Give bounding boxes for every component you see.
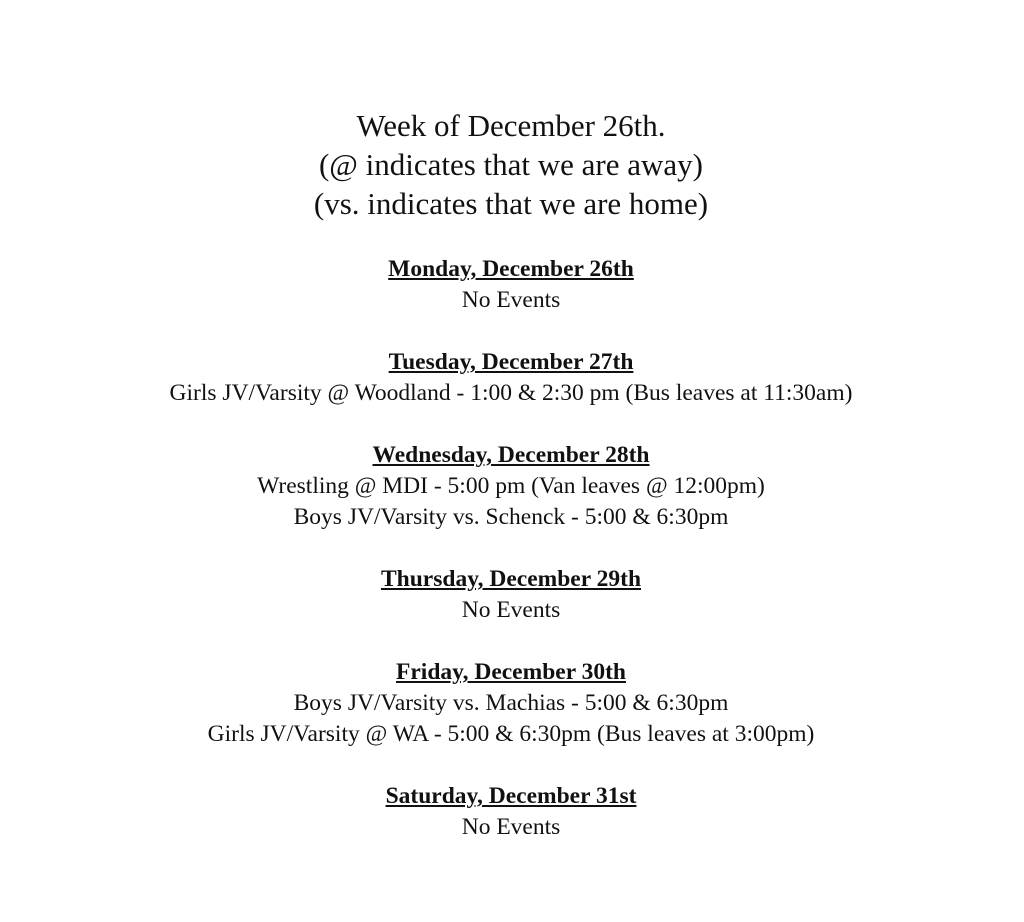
day-monday — [0, 254, 1022, 316]
day-heading: Saturday, December 31st — [385, 783, 637, 809]
event-line: Girls JV/Varsity @ WA - 5:00 & 6:30pm (Bus leaves at 3:00pm) — [207, 721, 815, 747]
day-saturday — [0, 781, 1022, 843]
day-heading: Wednesday, December 28th — [372, 442, 650, 468]
event-line: Wrestling @ MDI - 5:00 pm (Van leaves @ 12:00pm) — [257, 473, 765, 499]
day-heading: Friday, December 30th — [396, 659, 626, 685]
day-heading: Thursday, December 29th — [380, 566, 642, 592]
day-friday — [0, 657, 1022, 750]
week-title: Week of December 26th. — [356, 108, 666, 143]
event-line: No Events — [461, 597, 561, 623]
day-wednesday — [0, 440, 1022, 533]
home-legend: (vs. indicates that we are home) — [313, 186, 709, 221]
day-heading: Tuesday, December 27th — [388, 349, 634, 375]
day-heading: Monday, December 26th — [388, 256, 634, 282]
event-line: Boys JV/Varsity vs. Machias - 5:00 & 6:30pm — [293, 690, 729, 716]
away-legend: (@ indicates that we are away) — [318, 147, 703, 182]
event-line: No Events — [461, 814, 561, 840]
day-thursday — [0, 564, 1022, 626]
event-line: Girls JV/Varsity @ Woodland - 1:00 & 2:30 pm (Bus leaves at 11:30am) — [169, 380, 853, 406]
schedule-list — [0, 254, 1022, 874]
schedule-header — [0, 106, 1022, 223]
event-line: No Events — [461, 287, 561, 313]
event-line: Boys JV/Varsity vs. Schenck - 5:00 & 6:30pm — [293, 504, 729, 530]
day-tuesday — [0, 347, 1022, 409]
